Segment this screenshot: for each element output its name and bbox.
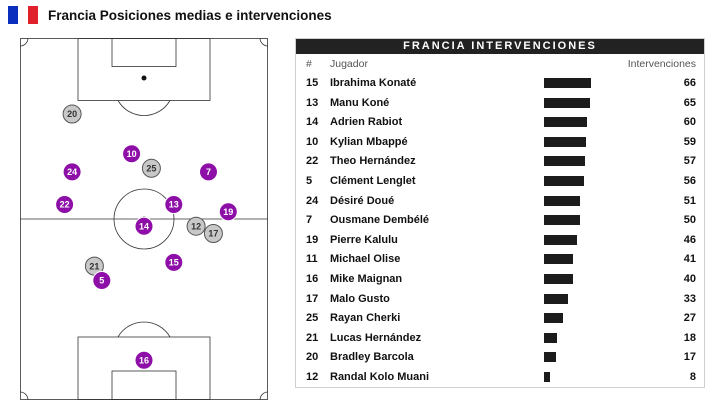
- player-number: 15: [306, 77, 319, 89]
- interventions-value: 65: [683, 96, 696, 109]
- player-name: Clément Lenglet: [330, 174, 416, 187]
- table-row: [296, 367, 704, 387]
- table-row: [296, 132, 704, 152]
- player-number: 20: [306, 351, 319, 364]
- interventions-bar: [544, 78, 591, 88]
- corner-arc-top-left: [20, 38, 28, 46]
- interventions-bar: [544, 137, 586, 147]
- flag-stripe-white: [18, 6, 28, 24]
- player-number-label: 22: [59, 199, 70, 210]
- player-number-label: 20: [67, 109, 78, 120]
- top-penalty-spot: [142, 76, 147, 81]
- player-number-label: 24: [67, 167, 78, 178]
- interventions-bar: [544, 333, 557, 343]
- player-number-label: 7: [205, 167, 212, 178]
- table-row: [296, 151, 704, 171]
- player-name: Randal Kolo Muani: [330, 370, 429, 383]
- page-title: Francia Posiciones medias e intervenciones: [48, 8, 332, 23]
- player-marker-19: [219, 203, 237, 221]
- player-number: 7: [306, 214, 313, 227]
- player-marker-20: [63, 105, 81, 123]
- column-header-number: #: [306, 58, 312, 70]
- player-number: 5: [306, 174, 313, 187]
- bottom-goal-box: [112, 371, 176, 400]
- player-marker-25: [142, 159, 160, 177]
- player-number: 25: [306, 312, 319, 325]
- player-number-label: 12: [191, 221, 202, 232]
- player-name: Manu Koné: [330, 96, 390, 109]
- interventions-value: 57: [683, 155, 696, 168]
- table-row: [296, 308, 704, 328]
- interventions-bar: [544, 235, 577, 245]
- table-row: [296, 230, 704, 250]
- table-rows: [296, 73, 704, 387]
- interventions-value: 18: [683, 331, 696, 344]
- player-number: 22: [306, 155, 319, 168]
- top-penalty-arc: [118, 101, 170, 116]
- player-number: 12: [306, 370, 319, 383]
- player-number: 13: [306, 96, 319, 109]
- interventions-value: 46: [683, 233, 696, 246]
- table-row: [296, 171, 704, 191]
- interventions-bar: [544, 215, 580, 225]
- player-marker-22: [56, 196, 74, 214]
- player-name: Malo Gusto: [330, 292, 390, 305]
- interventions-panel: [295, 38, 705, 388]
- table-row: [296, 73, 704, 93]
- bottom-penalty-arc: [118, 322, 170, 337]
- player-name: Lucas Hernández: [330, 331, 422, 344]
- interventions-bar: [544, 156, 585, 166]
- table-row: [296, 249, 704, 269]
- player-number: 16: [306, 272, 319, 285]
- player-marker-12: [187, 217, 205, 235]
- player-number-label: 10: [126, 149, 137, 159]
- france-flag-icon: [8, 6, 38, 24]
- player-name: Michael Olise: [330, 253, 401, 266]
- player-name: Theo Hernández: [330, 155, 416, 168]
- player-number: 10: [306, 135, 319, 148]
- player-name: Ibrahima Konaté: [330, 77, 417, 89]
- player-name: Kylian Mbappé: [330, 135, 408, 148]
- player-number: 21: [306, 331, 319, 344]
- player-marker-17: [204, 225, 222, 243]
- flag-stripe-blue: [8, 6, 18, 24]
- average-positions-pitch: [20, 38, 268, 400]
- page-header: [0, 0, 720, 30]
- interventions-bar: [544, 117, 587, 127]
- interventions-bar: [544, 372, 550, 382]
- player-marker-24: [63, 163, 81, 181]
- player-number: 11: [306, 253, 318, 266]
- table-row: [296, 289, 704, 309]
- interventions-value: 27: [683, 312, 696, 325]
- corner-arc-top-right: [260, 38, 268, 46]
- table-row: [296, 328, 704, 348]
- top-penalty-box: [78, 39, 210, 101]
- interventions-bar: [544, 196, 580, 206]
- interventions-bar: [544, 274, 573, 284]
- player-marker-5: [93, 272, 111, 290]
- table-row: [296, 112, 704, 132]
- corner-arc-bottom-left: [20, 392, 28, 400]
- player-number-label: 19: [223, 207, 234, 217]
- table-header: [296, 54, 704, 73]
- interventions-value: 59: [683, 135, 696, 148]
- player-number-label: 25: [146, 163, 157, 174]
- interventions-bar: [544, 313, 563, 323]
- interventions-value: 40: [683, 272, 696, 285]
- player-name: Adrien Rabiot: [330, 116, 403, 129]
- player-marker-13: [165, 196, 183, 214]
- interventions-value: 17: [683, 351, 696, 364]
- flag-stripe-red: [28, 6, 38, 24]
- player-name: Pierre Kalulu: [330, 233, 398, 246]
- player-number-label: 17: [208, 228, 219, 239]
- players-layer: [56, 105, 238, 369]
- player-number-label: 13: [168, 199, 179, 210]
- player-marker-16: [135, 351, 153, 369]
- table-row: [296, 191, 704, 211]
- player-marker-14: [135, 217, 153, 235]
- player-name: Mike Maignan: [330, 272, 403, 285]
- player-marker-15: [165, 253, 183, 271]
- player-name: Désiré Doué: [330, 194, 395, 207]
- interventions-table-title: FRANCIA INTERVENCIONES: [296, 39, 704, 54]
- player-name: Ousmane Dembélé: [330, 214, 430, 227]
- player-number: 14: [306, 116, 319, 129]
- player-name: Rayan Cherki: [330, 312, 401, 325]
- interventions-value: 60: [683, 116, 696, 129]
- pitch-svg: [20, 38, 268, 400]
- player-number-label: 5: [99, 275, 105, 286]
- interventions-value: 41: [683, 253, 696, 266]
- player-name: Bradley Barcola: [330, 351, 414, 364]
- player-marker-10: [123, 145, 141, 163]
- player-number: 24: [306, 194, 319, 207]
- column-header-player: Jugador: [330, 58, 368, 70]
- table-row: [296, 210, 704, 230]
- corner-arc-bottom-right: [260, 392, 268, 400]
- column-header-interventions: Intervenciones: [627, 58, 696, 70]
- table-row: [296, 269, 704, 289]
- interventions-bar: [544, 176, 584, 186]
- player-number-label: 15: [168, 257, 179, 268]
- player-number: 17: [306, 292, 319, 305]
- player-number-label: 16: [138, 355, 150, 366]
- top-goal-box: [112, 39, 176, 67]
- player-number: 19: [306, 233, 319, 246]
- interventions-value: 8: [689, 370, 696, 383]
- interventions-bar: [544, 98, 590, 108]
- interventions-value: 50: [683, 214, 696, 227]
- interventions-value: 56: [683, 174, 696, 187]
- interventions-bar: [544, 294, 568, 304]
- player-number-label: 21: [89, 261, 100, 272]
- interventions-bar: [544, 352, 556, 362]
- player-number-label: 14: [138, 221, 150, 232]
- table-row: [296, 93, 704, 113]
- player-marker-7: [200, 163, 218, 181]
- interventions-value: 66: [683, 77, 696, 89]
- interventions-value: 33: [683, 292, 696, 305]
- table-row: [296, 347, 704, 367]
- interventions-bar: [544, 254, 573, 264]
- interventions-value: 51: [683, 194, 696, 207]
